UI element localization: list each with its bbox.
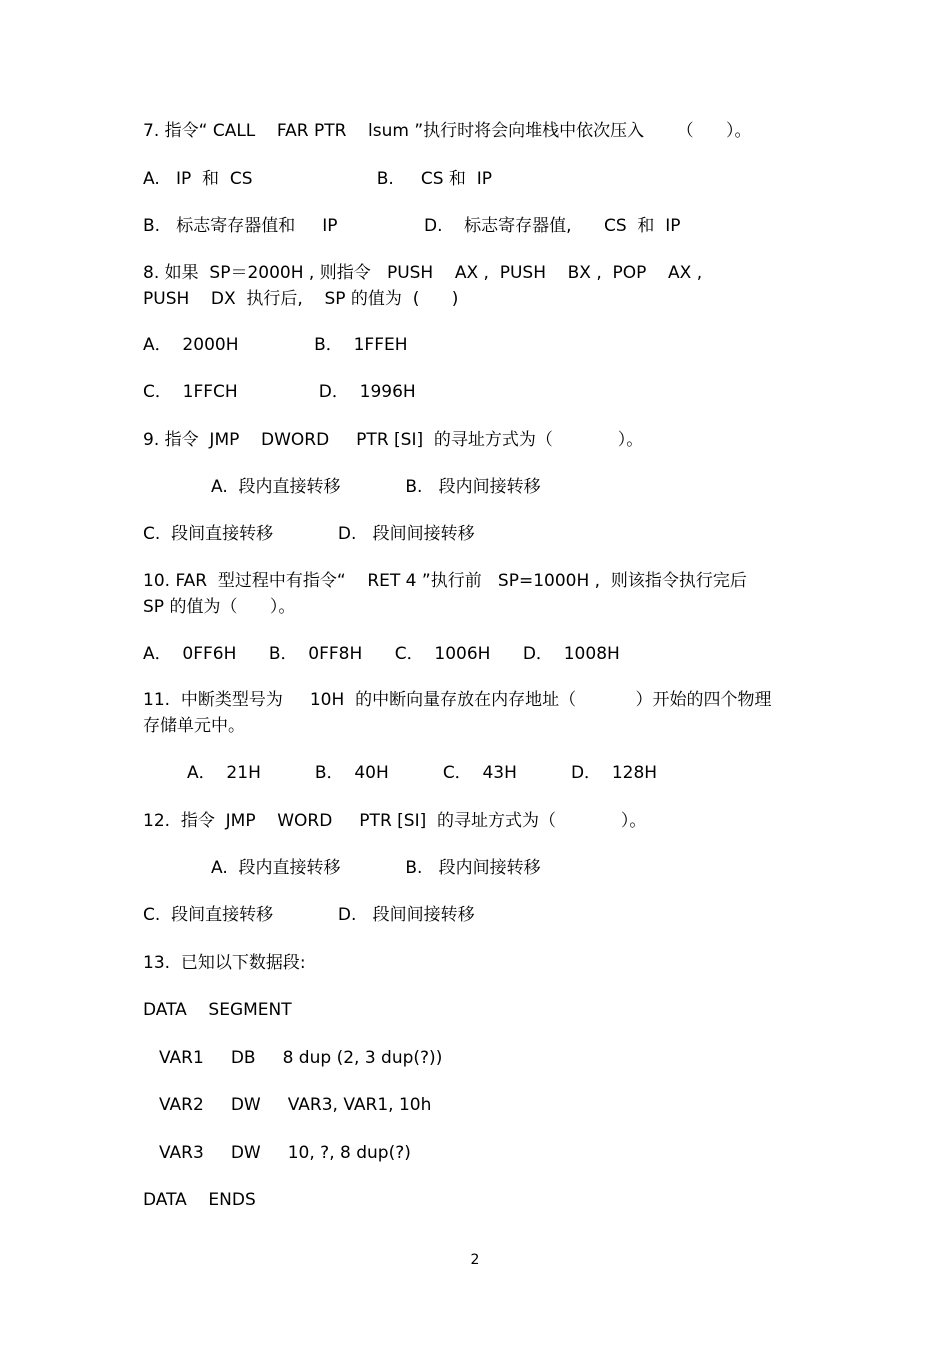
q11-stem-line2: 存储单元中。 <box>143 716 245 736</box>
q9-options-row1: A. 段内直接转移 B. 段内间接转移 <box>211 477 541 497</box>
code-line-var1: VAR1 DB 8 dup (2, 3 dup(?)) <box>159 1048 443 1068</box>
q11-options: A． 21H B． 40H C． 43H D． 128H <box>187 763 658 783</box>
q8-stem-line1: 8. 如果 SP＝2000H , 则指令 PUSH AX , PUSH BX , POP AX , <box>143 263 703 283</box>
q7-options-row2: B. 标志寄存器值和 IP D. 标志寄存器值, CS 和 IP <box>143 216 681 236</box>
q12-options-row2: C. 段间直接转移 D. 段间间接转移 <box>143 905 475 925</box>
q8-options-row1: A． 2000H B． 1FFEH <box>143 335 408 355</box>
q13-stem: 13. 已知以下数据段: <box>143 953 306 973</box>
page-number: 2 <box>470 1252 480 1268</box>
q10-stem-line2: SP 的值为（ ）。 <box>143 597 296 617</box>
q7-options-row1: A. IP 和 CS B. CS 和 IP <box>143 169 492 189</box>
q12-options-row1: A. 段内直接转移 B. 段内间接转移 <box>211 858 541 878</box>
q9-stem: 9. 指令 JMP DWORD PTR [SI] 的寻址方式为（ ）。 <box>143 430 644 450</box>
q11-stem-line1: 11. 中断类型号为 10H 的中断向量存放在内存地址（ ）开始的四个物理 <box>143 690 772 710</box>
q12-stem: 12. 指令 JMP WORD PTR [SI] 的寻址方式为（ ）。 <box>143 811 647 831</box>
q9-options-row2: C. 段间直接转移 D. 段间间接转移 <box>143 524 475 544</box>
q8-options-row2: C． 1FFCH D． 1996H <box>143 382 416 402</box>
code-line-data-ends: DATA ENDS <box>143 1190 256 1210</box>
q7-stem: 7. 指令“ CALL FAR PTR lsum ”执行时将会向堆栈中依次压入 （ ）。 <box>143 121 752 141</box>
q10-options: A． 0FF6H B． 0FF8H C． 1006H D． 1008H <box>143 644 620 664</box>
code-line-var3: VAR3 DW 10, ?, 8 dup(?) <box>159 1143 411 1163</box>
code-line-var2: VAR2 DW VAR3, VAR1, 10h <box>159 1095 432 1115</box>
q8-stem-line2: PUSH DX 执行后, SP 的值为 ( ) <box>143 289 459 309</box>
q10-stem-line1: 10. FAR 型过程中有指令“ RET 4 ”执行前 SP=1000H , 则该指令执行完后 <box>143 571 747 591</box>
code-line-data-segment: DATA SEGMENT <box>143 1000 292 1020</box>
